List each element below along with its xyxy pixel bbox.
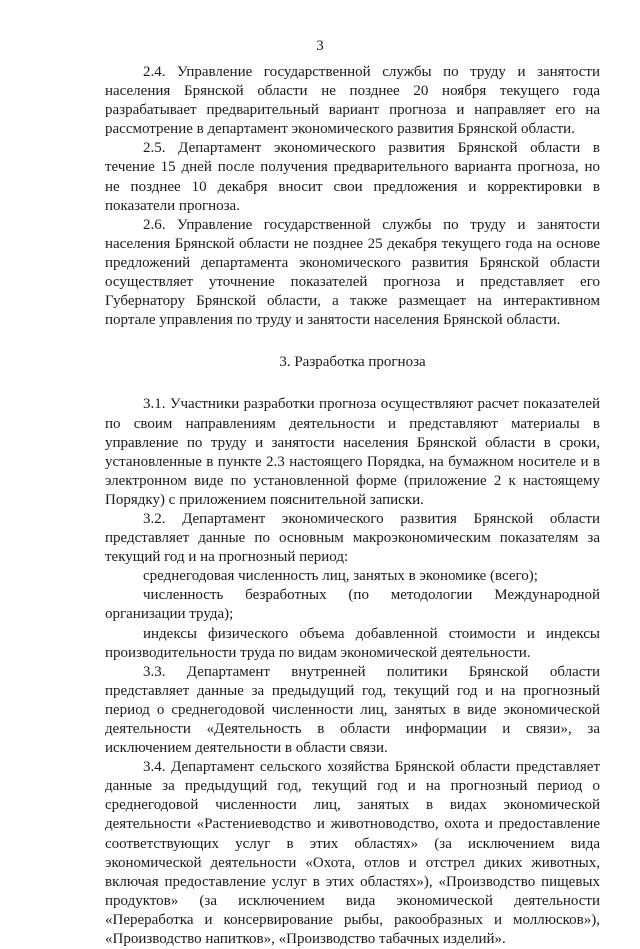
list-item-unemployed: численность безработных (по методологии Международной организации труда); <box>105 587 600 623</box>
paragraph-3-1: 3.1. Участники разработки прогноза осуществляют расчет показателей по своим направлениям деятельности и представляют материалы в управление по труду и занятости населения Брянской области в сроки, установленные в пункте 2.3 настоящего Порядка, на бумажном носителе и в электронном виде по установленной форме (приложение 2 к настоящему Порядку) с приложением пояснительной записки. <box>105 396 600 508</box>
section-3-heading: 3. Разработка прогноза <box>279 354 426 371</box>
page-number: 3 <box>316 38 324 54</box>
list-item-employment: среднегодовая численность лиц, занятых в экономике (всего); <box>143 568 538 585</box>
paragraph-3-3: 3.3. Департамент внутренней политики Брянской области представляет данные за предыдущий год, текущий год и на прогнозный период о среднегодовой численности лиц, занятых в виде экономической деятельности «Деятельность в области информации и связи», за исключением деятельности в области связи. <box>105 663 600 757</box>
document-body <box>105 63 600 949</box>
paragraph-3-4: 3.4. Департамент сельского хозяйства Брянской области представляет данные за предыдущий год, текущий год и на прогнозный период о среднегодовой численности лиц, занятых в видах экономической деятельности «Растениеводство и животноводство, охота и предоставление соответствующих услуг в этих областях» (за исключением вида экономической деятельности «Охота, отлов и отстрел диких животных, включая предоставление услуг в этих областях»), «Производство пищевых продуктов» (за исключением вида экономической деятельности «Переработка и консервирование рыбы, ракообразных и моллюсков»), «Производство напитков», «Производство табачных изделий». <box>105 759 600 948</box>
paragraph-2-4: 2.4. Управление государственной службы по труду и занятости населения Брянской области не позднее 20 ноября текущего года разрабатывает предварительный вариант прогноза и направляет его на рассмотрение в департамент экономического развития Брянской области. <box>105 64 600 138</box>
paragraph-2-5: 2.5. Департамент экономического развития Брянской области в течение 15 дней после получения предварительного варианта прогноза, но не позднее 10 декабря вносит свои предложения и корректировки в показатели прогноза. <box>105 140 600 214</box>
paragraph-3-2: 3.2. Департамент экономического развития Брянской области представляет данные по основным макроэкономическим показателям за текущий год и на прогнозный период: <box>105 510 600 566</box>
list-item-indices: индексы физического объема добавленной стоимости и индексы производительности труда по видам экономической деятельности. <box>105 625 600 661</box>
paragraph-2-6: 2.6. Управление государственной службы по труду и занятости населения Брянской области не позднее 25 декабря текущего года на основе предложений департамента экономического развития Брянской области осуществляет уточнение показателей прогноза и представляет его Губернатору Брянской области, а также размещает на интерактивном портале управления по труду и занятости населения Брянской области. <box>105 216 600 329</box>
